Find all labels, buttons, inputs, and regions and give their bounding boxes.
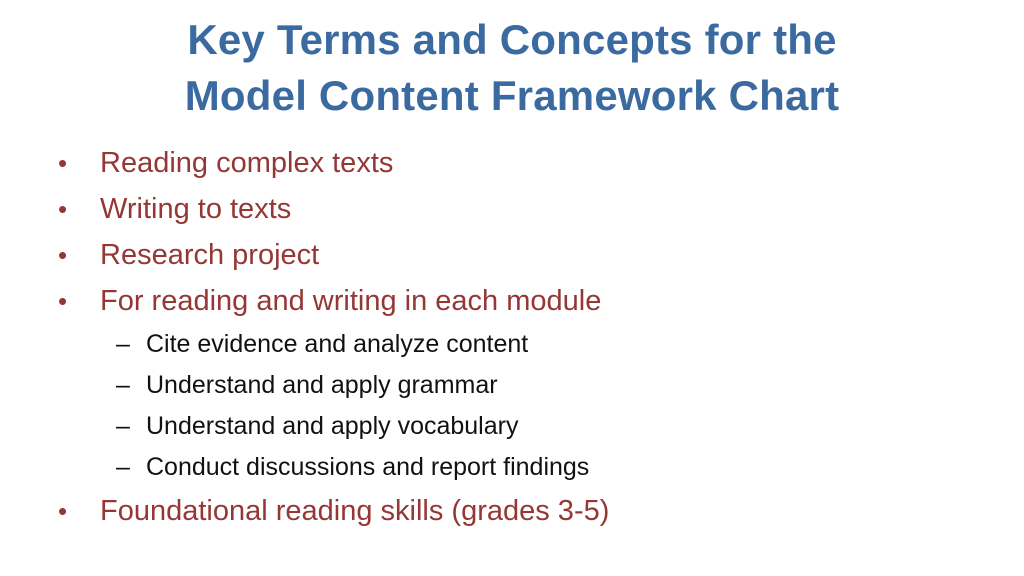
sub-list-item <box>56 365 986 406</box>
bullet-icon: • <box>58 194 68 224</box>
list-item <box>56 232 986 278</box>
bullet-icon: • <box>58 286 68 316</box>
list-item-text: Foundational reading skills (grades 3-5) <box>100 495 610 527</box>
list-item <box>56 186 986 232</box>
list-item-text: For reading and writing in each module <box>100 285 602 317</box>
list-item <box>56 488 986 534</box>
list-item-text: Writing to texts <box>100 193 292 225</box>
title-line-2: Model Content Framework Chart <box>184 72 840 119</box>
dash-icon: – <box>116 330 130 358</box>
list-item-text: Reading complex texts <box>100 147 394 179</box>
bullet-icon: • <box>58 496 68 526</box>
list-item-text: Research project <box>100 239 320 271</box>
bullet-list <box>56 140 986 534</box>
sub-list-item-text: Understand and apply grammar <box>146 371 498 399</box>
bullet-icon: • <box>58 240 68 270</box>
sub-list-item-text: Cite evidence and analyze content <box>146 330 529 358</box>
bullet-icon: • <box>58 148 68 178</box>
title-line-1: Key Terms and Concepts for the <box>187 16 837 63</box>
sub-list-item <box>56 406 986 447</box>
dash-icon: – <box>116 412 130 440</box>
slide-title <box>60 12 964 124</box>
sub-list-item-text: Conduct discussions and report findings <box>146 453 590 481</box>
dash-icon: – <box>116 371 130 399</box>
list-item <box>56 140 986 186</box>
sub-list-item <box>56 324 986 365</box>
list-item <box>56 278 986 324</box>
sub-list-item-text: Understand and apply vocabulary <box>146 412 519 440</box>
sub-list-item <box>56 447 986 488</box>
dash-icon: – <box>116 453 130 481</box>
